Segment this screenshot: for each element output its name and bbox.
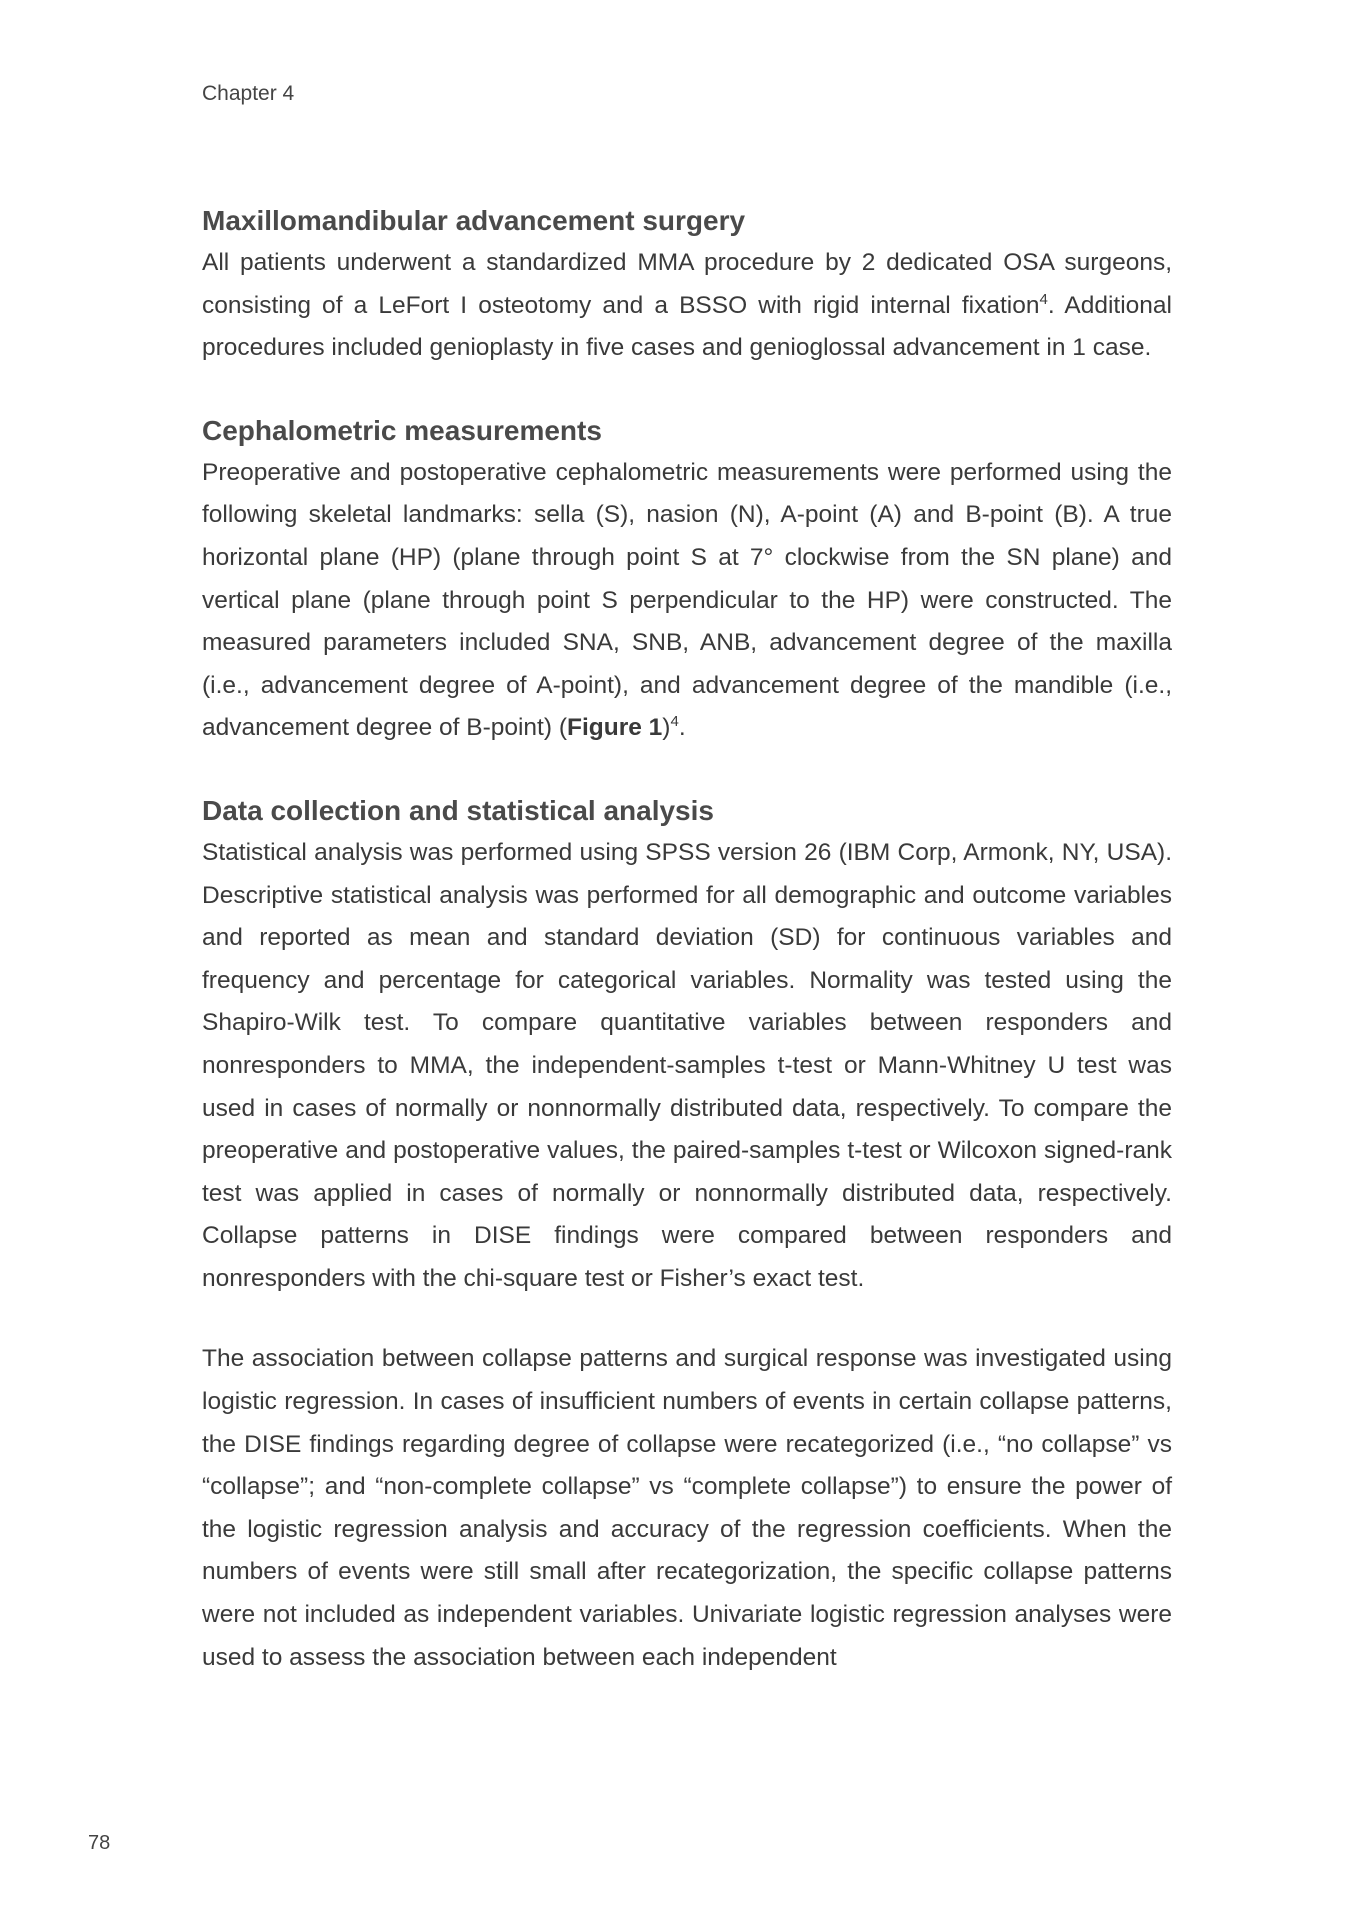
page-number: 78 [88, 1832, 111, 1854]
section-heading: Maxillomandibular advancement surgery [202, 205, 746, 236]
text-run: Preoperative and postoperative cephalometric measurements were performed using the following skeletal landmarks: sella (S), nasion (N), A-point (A) and B-point (B). A true horizontal plane (HP) (plane through point S at 7° clockwise from the SN plane) and vertical plane (plane through point S perpendicular to the HP) were constructed. The measured parameters included SNA, SNB, ANB, advancement degree of the maxilla (i.e., advancement degree of A-point), and advancement degree of the mandible (i.e., advancement degree of B-point) ( [202, 458, 1172, 742]
text-run: . [678, 714, 686, 742]
reference-superscript: 4 [670, 713, 679, 731]
paragraph: Statistical analysis was performed using SPSS version 26 (IBM Corp, Armonk, NY, USA). Descriptive statistical analysis was performed for all demographic and outcome variables and reported as mean and standard deviation (SD) for continuous variables and frequency and percentage for categorical variables. Normality was tested using the Shapiro-Wilk test. To compare quantitative variables between responders and nonresponders to MMA, the independent-samples t-test or Mann-Whitney U test was used in cases of normally or nonnormally distributed data, respectively. To compare the preoperative and postoperative values, the paired-samples t-test or Wilcoxon signed-rank test was applied in cases of normally or nonnormally distributed data, respectively. Collapse patterns in DISE findings were compared between responders and nonresponders with the chi-square test or Fisher’s exact test. [202, 838, 1172, 1292]
section-heading: Data collection and statistical analysis [202, 794, 714, 826]
text-run: ) [662, 714, 671, 742]
section-mma-surgery [202, 200, 1172, 370]
text-run: . Additional procedures included genioplasty in five cases and genioglossal advancement in 1 case. [202, 291, 1172, 362]
text-run: All patients underwent a standardized MMA procedure by 2 dedicated OSA surgeons, consisting of a LeFort I osteotomy and a BSSO with rigid internal fixation [202, 249, 1172, 319]
figure-reference: Figure 1 [567, 714, 663, 742]
body-content [202, 200, 1172, 1719]
running-head: Chapter 4 [202, 82, 295, 105]
reference-superscript: 4 [1039, 290, 1048, 308]
paragraph: The association between collapse patterns and surgical response was investigated using logistic regression. In cases of insufficient numbers of events in certain collapse patterns, the DISE findings regarding degree of collapse were recategorized (i.e., “no collapse” vs “collapse”; and “non-complete collapse” vs “complete collapse”) to ensure the power of the logistic regression analysis and accuracy of the regression coefficients. When the numbers of events were still small after recategorization, the specific collapse patterns were not included as independent variables. Univariate logistic regression analyses were used to assess the association between each independent [202, 1345, 1172, 1671]
section-cephalometric [202, 410, 1172, 750]
paragraph [202, 452, 1172, 750]
section-statistics [202, 790, 1172, 1679]
section-heading: Cephalometric measurements [202, 414, 602, 446]
paragraph [202, 242, 1172, 370]
